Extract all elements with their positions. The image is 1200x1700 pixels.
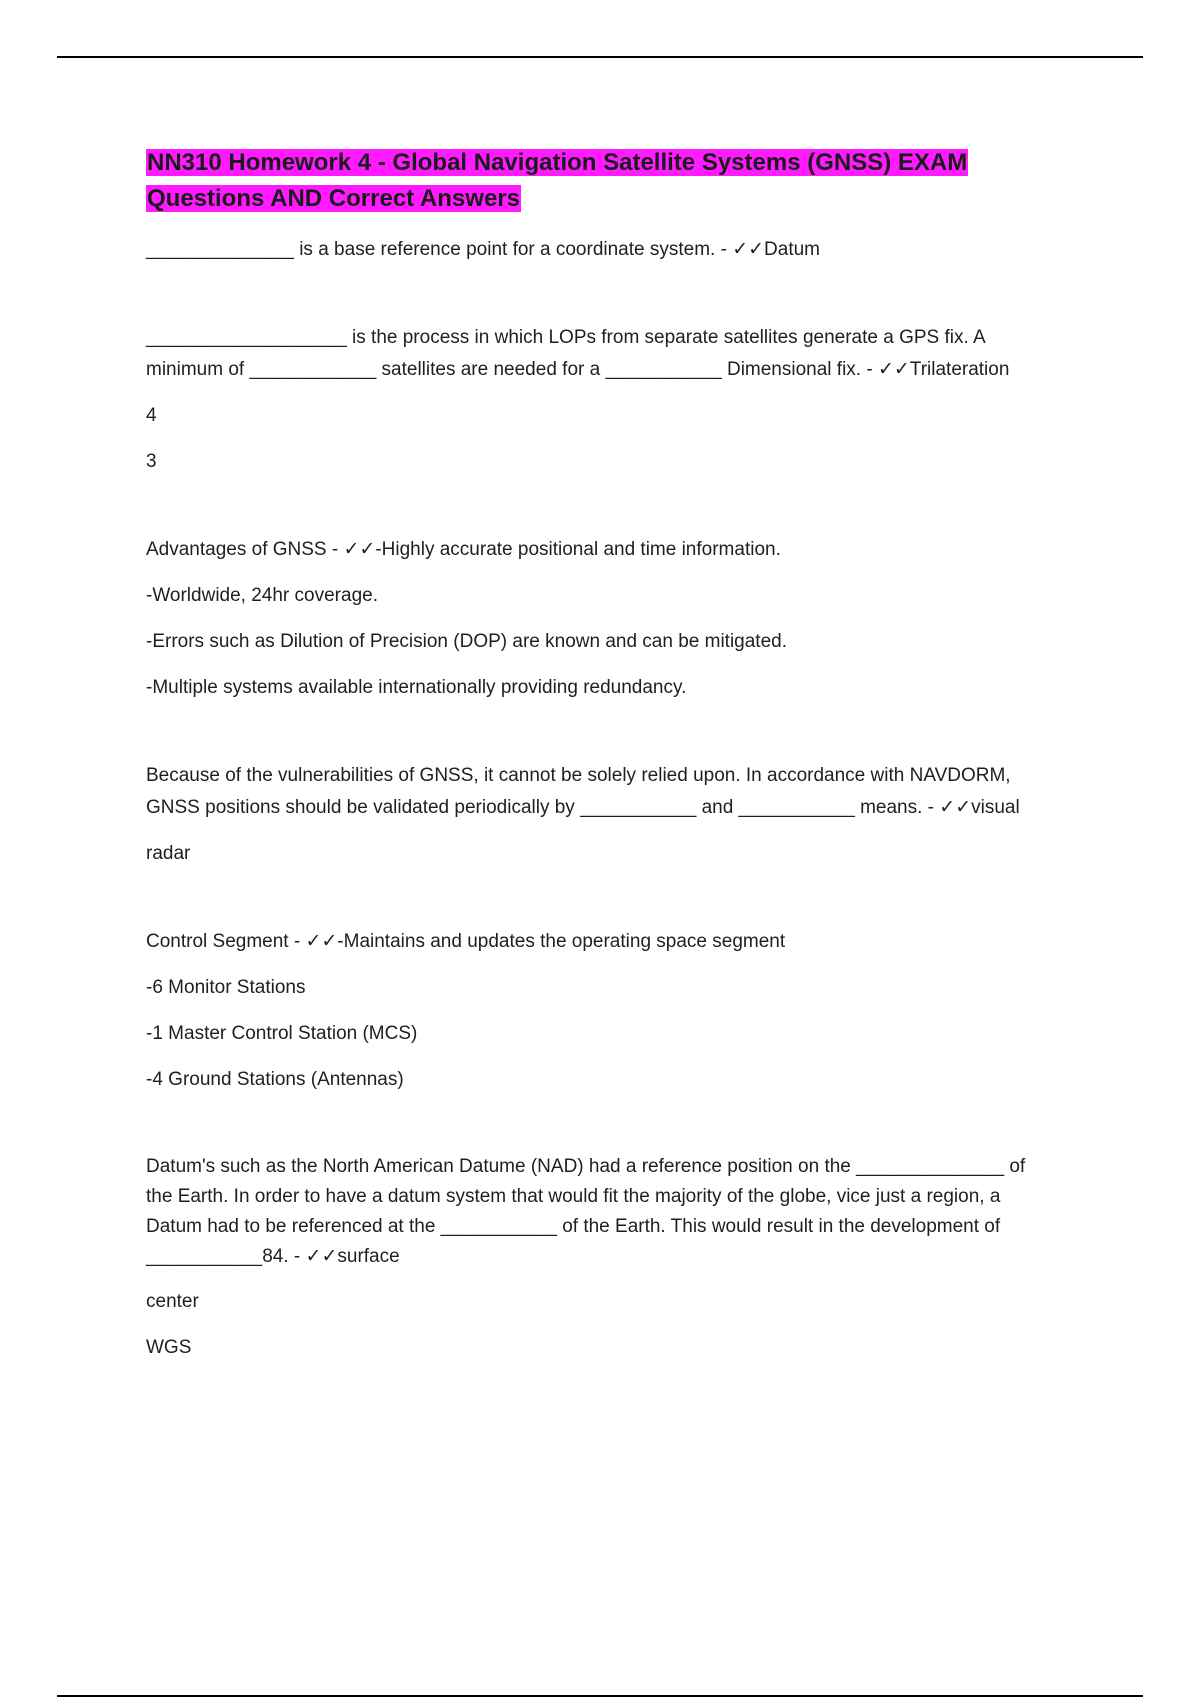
bottom-rule <box>57 1695 1143 1697</box>
question-3-line-2: -Worldwide, 24hr coverage. <box>146 585 378 606</box>
question-5-line-2: -6 Monitor Stations <box>146 977 306 998</box>
top-rule <box>57 56 1143 58</box>
question-6-answer-3: WGS <box>146 1337 192 1358</box>
question-6-line-3: Datum had to be referenced at the ___________ of the Earth. This would result in the development of <box>146 1216 1001 1237</box>
question-6-line-2: the Earth. In order to have a datum system that would fit the majority of the globe, vice just a region, a <box>146 1186 1001 1207</box>
question-6-line-4: ___________84. - ✓✓surface <box>146 1246 400 1267</box>
question-6-line-1: Datum's such as the North American Datume (NAD) had a reference position on the ______________ of <box>146 1156 1026 1177</box>
question-5-line-4: -4 Ground Stations (Antennas) <box>146 1069 404 1090</box>
question-2-answer-2: 4 <box>146 405 157 426</box>
question-4-line-2: GNSS positions should be validated periodically by ___________ and ___________ means. - ✓✓visual <box>146 797 1020 818</box>
question-5-line-1: Control Segment - ✓✓-Maintains and updates the operating space segment <box>146 931 786 952</box>
question-4-line-1: Because of the vulnerabilities of GNSS, it cannot be solely relied upon. In accordance with NAVDORM, <box>146 765 1011 786</box>
question-2-answer-3: 3 <box>146 451 157 472</box>
document-body <box>146 145 1076 1364</box>
question-3-line-4: -Multiple systems available internationally providing redundancy. <box>146 677 687 698</box>
question-3-line-3: -Errors such as Dilution of Precision (DOP) are known and can be mitigated. <box>146 631 787 652</box>
title-line-2: Questions AND Correct Answers <box>147 185 520 212</box>
question-4-answer-2: radar <box>146 843 191 864</box>
question-2-line-1: ___________________ is the process in which LOPs from separate satellites generate a GPS fix. A <box>146 327 986 348</box>
question-5-line-3: -1 Master Control Station (MCS) <box>146 1023 418 1044</box>
question-2-line-2: minimum of ____________ satellites are needed for a ___________ Dimensional fix. - ✓✓Trilateration <box>146 359 1010 380</box>
question-3-line-1: Advantages of GNSS - ✓✓-Highly accurate positional and time information. <box>146 539 781 560</box>
question-1: ______________ is a base reference point for a coordinate system. - ✓✓Datum <box>146 239 821 260</box>
document-title <box>146 145 1076 217</box>
question-6-answer-2: center <box>146 1291 199 1312</box>
title-line-1: NN310 Homework 4 - Global Navigation Satellite Systems (GNSS) EXAM <box>147 149 968 176</box>
